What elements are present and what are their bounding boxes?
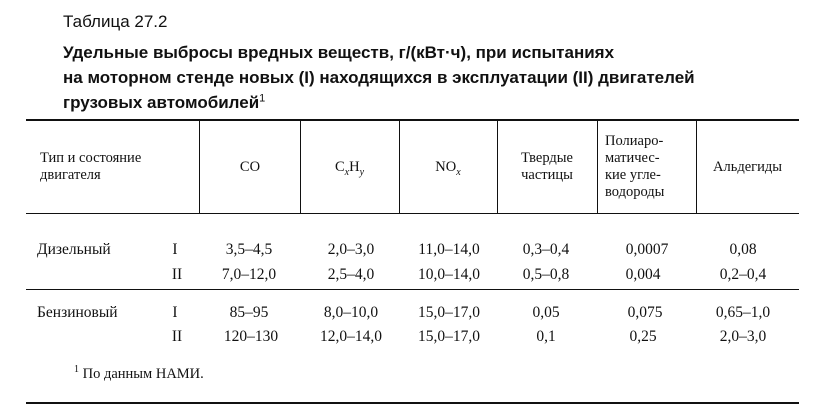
nox-base: NO — [435, 159, 457, 175]
row3-type: Бензиновый — [37, 304, 118, 321]
row4-cxhy: 12,0–14,0 — [320, 328, 382, 345]
group-divider-rule — [26, 289, 799, 290]
row1-co: 3,5–4,5 — [225, 241, 273, 258]
particles-line-2: частицы — [521, 167, 573, 183]
footnote-text: По данным НАМИ. — [82, 366, 204, 382]
nox-sub-x: x — [456, 166, 461, 178]
row3-cxhy: 8,0–10,0 — [323, 304, 379, 321]
row4-poly: 0,25 — [629, 328, 657, 345]
poly-line-3: кие угле- — [605, 167, 661, 183]
header-cxhy — [300, 159, 399, 176]
title-line-2: на моторном стенде новых (I) находящихся в эксплуатации (II) двигателей — [63, 68, 695, 87]
row1-nox: 11,0–14,0 — [418, 241, 480, 258]
header-engine-line-1: Тип и состояние — [40, 150, 142, 166]
row1-poly: 0,0007 — [625, 241, 669, 258]
row1-ald: 0,08 — [729, 241, 757, 258]
row4-nox: 15,0–17,0 — [418, 328, 480, 345]
header-bottom-rule — [26, 213, 799, 214]
row2-nox: 10,0–14,0 — [418, 266, 480, 283]
table-caption: Таблица 27.2 — [63, 12, 168, 31]
title-line-3-text: грузовых автомобилей — [63, 93, 260, 112]
header-nox — [399, 159, 497, 176]
header-aldehydes: Альдегиды — [713, 159, 782, 175]
footnote — [74, 366, 204, 383]
row2-co: 7,0–12,0 — [221, 266, 277, 283]
header-polyaromatic — [597, 133, 696, 201]
title-footnote-mark: 1 — [259, 92, 266, 105]
row1-state: I — [172, 241, 178, 258]
row3-nox: 15,0–17,0 — [418, 304, 480, 321]
row2-ald: 0,2–0,4 — [719, 266, 767, 283]
row3-co: 85–95 — [229, 304, 269, 321]
cxhy-sub-y: y — [359, 166, 365, 178]
row4-particles: 0,1 — [536, 328, 556, 345]
poly-line-2: матичес- — [605, 150, 660, 166]
header-engine-line-2: двигателя — [40, 167, 101, 183]
row1-type: Дизельный — [37, 241, 111, 258]
table-top-rule — [26, 119, 799, 121]
row4-state: II — [171, 328, 183, 345]
header-particles — [497, 150, 597, 184]
title-line-1: Удельные выбросы вредных веществ, г/(кВт·ч), при испытаниях — [63, 43, 615, 62]
cxhy-c: C — [334, 159, 345, 175]
row4-co: 120–130 — [223, 328, 279, 345]
particles-line-1: Твердые — [521, 150, 573, 166]
row1-particles: 0,3–0,4 — [522, 241, 570, 258]
title-line-3 — [63, 90, 803, 115]
header-co: CO — [239, 159, 261, 175]
cxhy-sub-x: x — [344, 166, 350, 178]
row3-state: I — [172, 304, 178, 321]
row3-particles: 0,05 — [532, 304, 560, 321]
row3-poly: 0,075 — [627, 304, 663, 321]
poly-line-4: водороды — [605, 184, 665, 200]
row2-particles: 0,5–0,8 — [522, 266, 570, 283]
row2-poly: 0,004 — [625, 266, 661, 283]
row2-state: II — [171, 266, 183, 283]
row2-cxhy: 2,5–4,0 — [327, 266, 375, 283]
row1-cxhy: 2,0–3,0 — [327, 241, 375, 258]
poly-line-1: Полиаро- — [605, 133, 664, 149]
header-engine-type — [40, 150, 141, 184]
table-title — [63, 40, 803, 115]
row4-ald: 2,0–3,0 — [719, 328, 767, 345]
row3-ald: 0,65–1,0 — [715, 304, 771, 321]
footnote-mark: 1 — [74, 364, 79, 376]
table-bottom-rule — [26, 402, 799, 404]
cxhy-h: H — [349, 159, 360, 175]
